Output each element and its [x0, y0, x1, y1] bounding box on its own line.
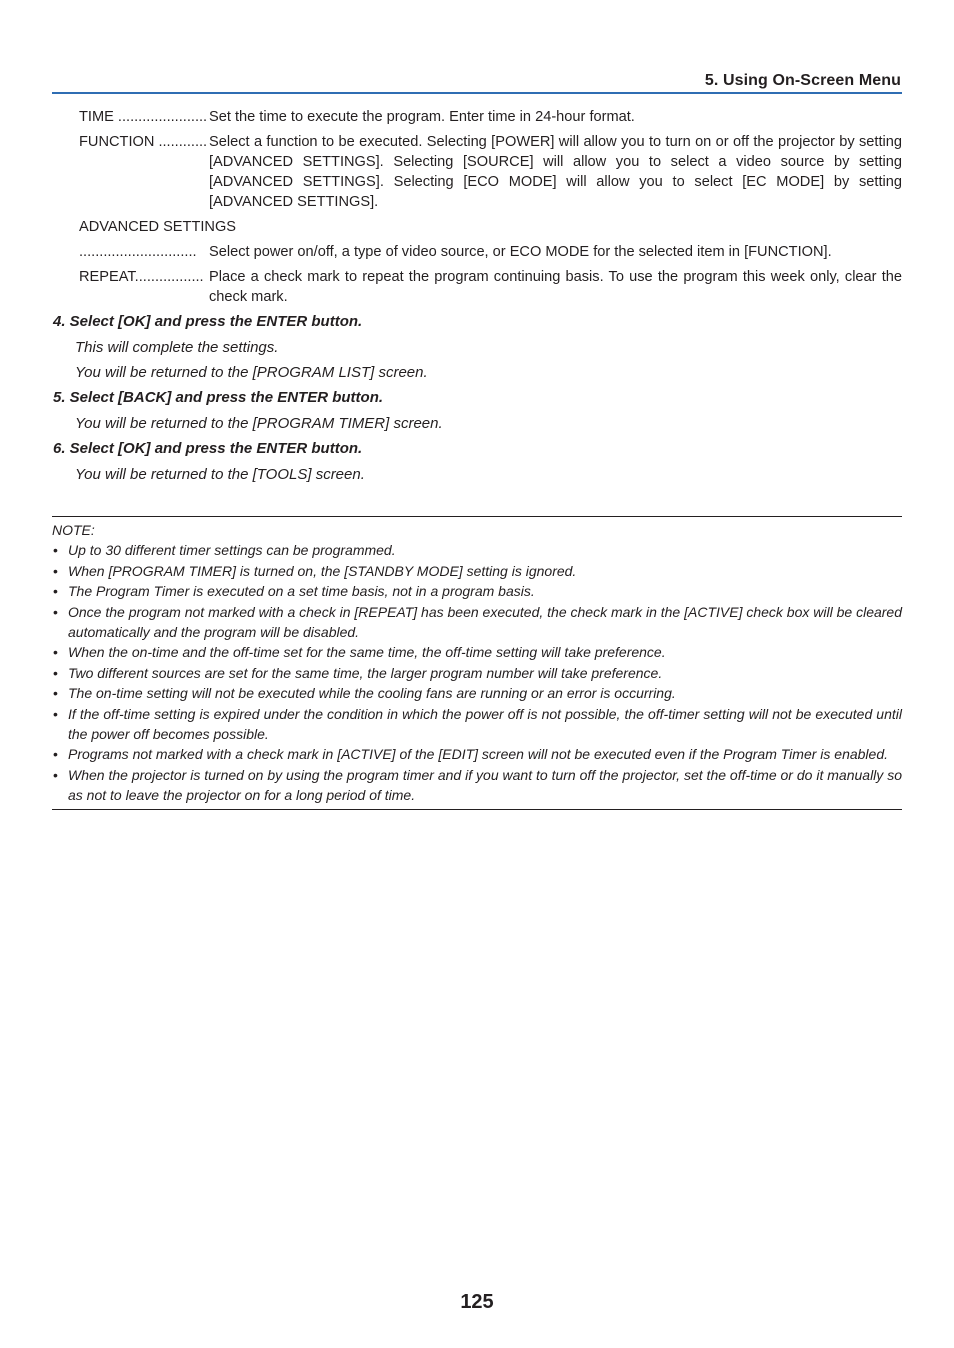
definition-advanced-settings-desc — [79, 242, 902, 262]
note-list — [52, 540, 902, 805]
step-title: 6. Select [OK] and press the ENTER button. — [53, 440, 363, 458]
step-title: 4. Select [OK] and press the ENTER button. — [53, 313, 363, 330]
note-item — [52, 704, 902, 745]
note-text: When [PROGRAM TIMER] is turned on, the [STANDBY MODE] setting is ignored. — [68, 562, 577, 579]
note-text: Programs not marked with a check mark in [ACTIVE] of the [EDIT] screen will not be executed even if the Program Timer is enabled. — [68, 746, 888, 763]
definition-description: Select power on/off, a type of video source, or ECO MODE for the selected item in [FUNCTION]. — [209, 244, 832, 260]
definition-term: ............................. — [79, 244, 197, 260]
note-text: The on-time setting will not be executed while the cooling fans are running or an error is occurring. — [68, 685, 676, 702]
step-title: 5. Select [BACK] and press the ENTER button. — [53, 389, 384, 407]
step-text: You will be returned to the [PROGRAM LIST] screen. — [75, 364, 428, 382]
note-text: When the projector is turned on by using the program timer and if you want to turn off the projector, set the off-time or do it manually so as not to leave the projector on for a long period of time. — [68, 766, 902, 804]
definition-term: ADVANCED SETTINGS — [79, 219, 237, 235]
section-title: 5. Using On-Screen Menu — [704, 72, 901, 89]
definition-term: FUNCTION ............ — [79, 134, 208, 150]
definition-list — [79, 107, 902, 312]
page-number: 125 — [460, 1291, 494, 1313]
note-item — [52, 540, 902, 560]
bullet: • — [53, 644, 58, 661]
bullet: • — [53, 746, 58, 763]
step-text: You will be returned to the [PROGRAM TIMER] screen. — [75, 415, 443, 433]
definition-description: Set the time to execute the program. Enter time in 24-hour format. — [209, 109, 635, 125]
bullet: • — [53, 542, 58, 559]
definition-repeat — [79, 267, 902, 307]
bullet: • — [53, 664, 58, 681]
note-text: If the off-time setting is expired under the condition in which the power off is not possible, the off-timer setting will not be executed until the power off becomes possible. — [68, 705, 902, 743]
step-text: This will complete the settings. — [75, 338, 279, 356]
definition-term: REPEAT................. — [79, 269, 204, 285]
note-text: Up to 30 different timer settings can be programmed. — [68, 542, 396, 559]
bullet: • — [53, 685, 58, 702]
note-item — [52, 581, 902, 601]
note-text: The Program Timer is executed on a set time basis, not in a program basis. — [68, 583, 535, 600]
bullet: • — [53, 583, 58, 600]
note-text: Once the program not marked with a check in [REPEAT] has been executed, the check mark in the [ACTIVE] check box will be cleared automatically and the program will be disabled. — [68, 603, 902, 641]
bullet: • — [53, 705, 58, 722]
definition-time — [79, 107, 902, 127]
definition-description: Place a check mark to repeat the program continuing basis. To use the program this week only, clear the check mark. — [209, 269, 902, 305]
definition-advanced-settings — [79, 217, 902, 237]
note-label: NOTE: — [52, 522, 95, 538]
note-text: When the on-time and the off-time set for the same time, the off-time setting will take preference. — [68, 644, 666, 661]
header-divider — [52, 92, 902, 94]
definition-term: TIME ...................... — [79, 109, 208, 125]
step-text: You will be returned to the [TOOLS] screen. — [75, 465, 365, 483]
note-item — [52, 663, 902, 683]
note-text: Two different sources are set for the same time, the larger program number will take preference. — [68, 664, 663, 681]
note-box — [52, 516, 902, 810]
definition-description: Select a function to be executed. Selecting [POWER] will allow you to turn on or off the projector by setting [ADVANCED SETTINGS]. Selecting [SOURCE] will allow you to select a video source by setting [ADVANCED SETTINGS]. Selecting [ECO MODE] will allow you to select [EC MODE] by setting [ADVANCED SETTINGS]. — [209, 134, 902, 210]
definition-function — [79, 132, 902, 212]
bullet: • — [53, 562, 58, 579]
note-item — [52, 683, 902, 703]
bullet: • — [53, 766, 58, 783]
step-list — [53, 312, 903, 485]
bullet: • — [53, 603, 58, 620]
note-item — [52, 642, 902, 662]
note-item — [52, 561, 902, 581]
note-item — [52, 744, 902, 764]
note-item — [52, 602, 902, 643]
note-item — [52, 765, 902, 806]
